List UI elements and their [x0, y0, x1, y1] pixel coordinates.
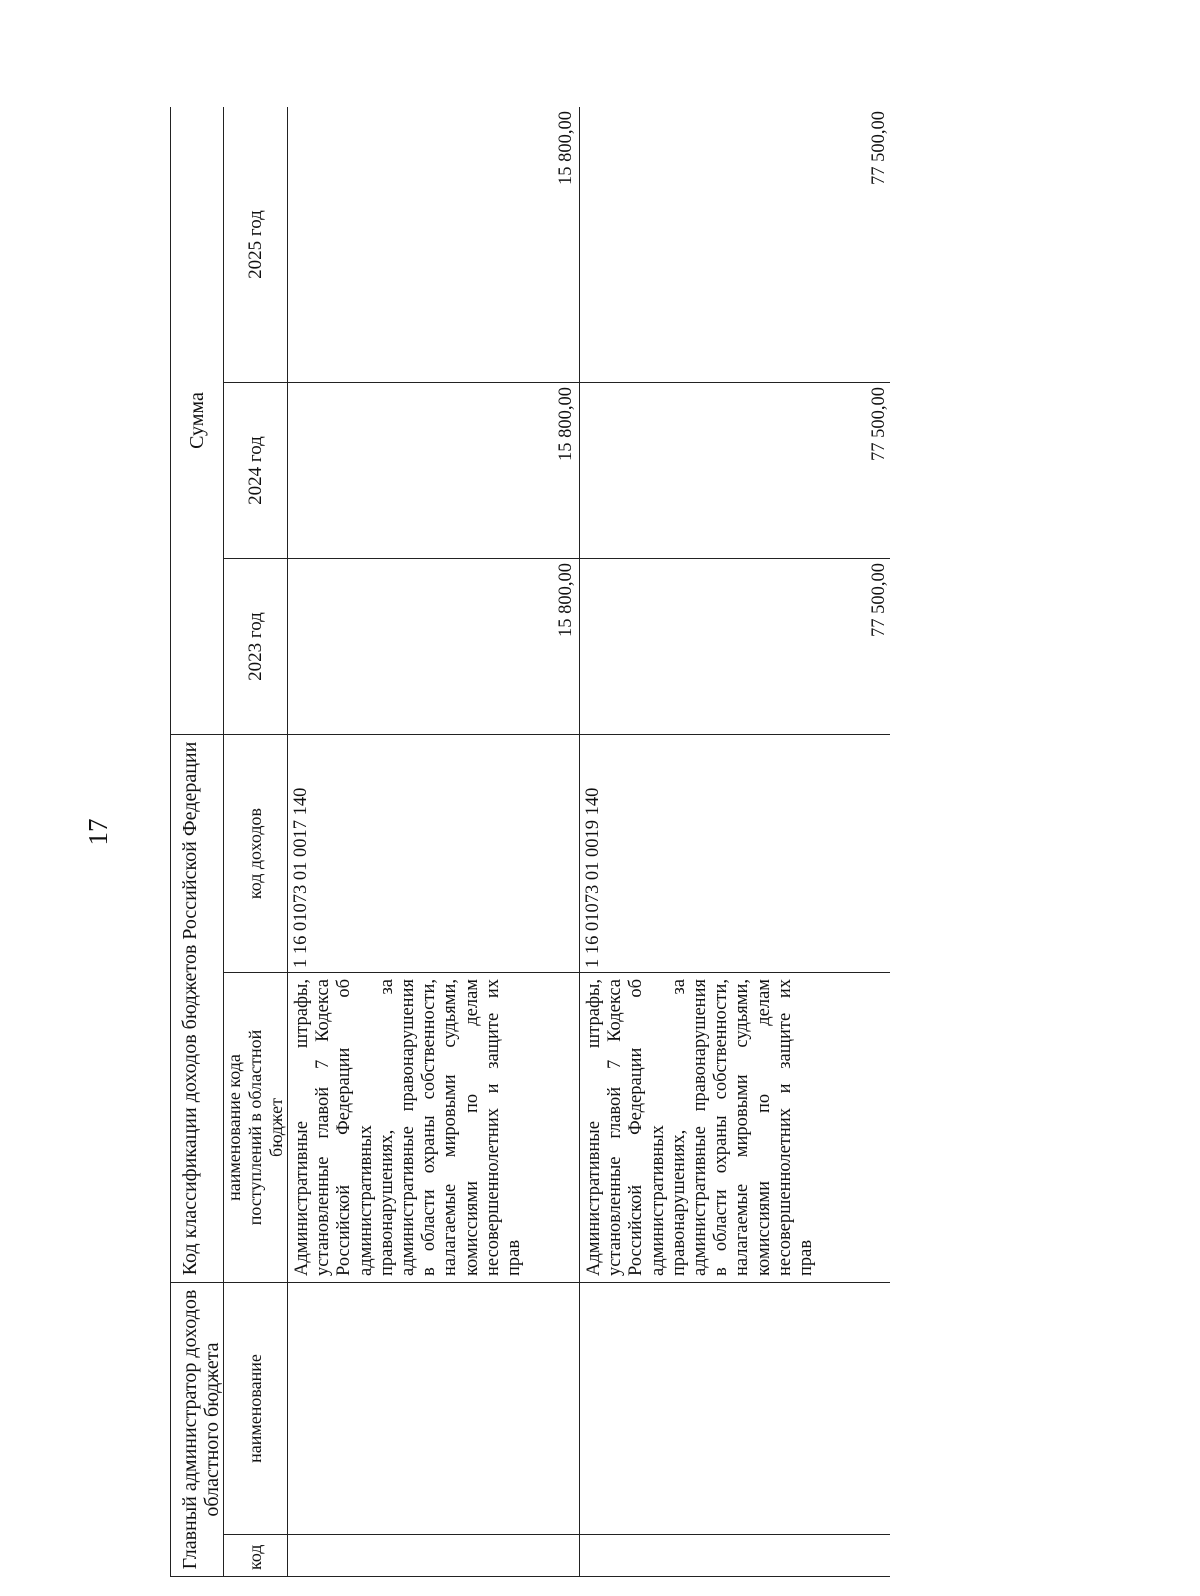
- header-classification-group: Код классификации доходов бюджетов Российской Федерации: [171, 735, 224, 1283]
- row-admin-code: [288, 1535, 580, 1577]
- row-income-code: 1 16 01073 01 0019 140: [580, 735, 891, 973]
- row-description: Административные штрафы, установленные главой 7 Кодекса Российской Федерации об административных правонарушениях, за административные правонарушения в области охраны собственности, налагаемые мировыми судьями, комиссиями по делам несовершеннолетних и защите их прав: [580, 973, 891, 1283]
- revenue-table: [170, 107, 890, 1577]
- header-year-2025: 2025 год: [224, 107, 288, 383]
- row-sum-2025: 77 500,00: [580, 107, 891, 383]
- rotated-table-wrapper: [170, 107, 890, 1577]
- row-description: Административные штрафы, установленные главой 7 Кодекса Российской Федерации об административных правонарушениях, за административные правонарушения в области охраны собственности, налагаемые мировыми судьями, комиссиями по делам несовершеннолетних и защите их прав: [288, 973, 580, 1283]
- header-row-2: [224, 107, 288, 1577]
- row-sum-2024: 77 500,00: [580, 383, 891, 559]
- row-admin-code: [580, 1535, 891, 1577]
- header-year-2024: 2024 год: [224, 383, 288, 559]
- row-sum-2023: 15 800,00: [288, 559, 580, 735]
- row-sum-2025: 15 800,00: [288, 107, 580, 383]
- table-row: [580, 107, 891, 1577]
- row-admin-name: [288, 1283, 580, 1535]
- header-income-code: код доходов: [224, 735, 288, 973]
- table-row: [288, 107, 580, 1577]
- header-sum-group: Сумма: [171, 107, 224, 735]
- header-row-1: [171, 107, 224, 1577]
- header-admin-group: Главный администратор доходов областного бюджета: [171, 1283, 224, 1577]
- row-sum-2023: 77 500,00: [580, 559, 891, 735]
- page-number: 17: [82, 818, 113, 846]
- document-table-frame: [170, 107, 890, 1577]
- row-sum-2024: 15 800,00: [288, 383, 580, 559]
- row-income-code: 1 16 01073 01 0017 140: [288, 735, 580, 973]
- header-income-name: наименование кода поступлений в областной бюджет: [224, 973, 288, 1283]
- header-admin-code: код: [224, 1535, 288, 1577]
- header-year-2023: 2023 год: [224, 559, 288, 735]
- row-admin-name: [580, 1283, 891, 1535]
- header-admin-name: наименование: [224, 1283, 288, 1535]
